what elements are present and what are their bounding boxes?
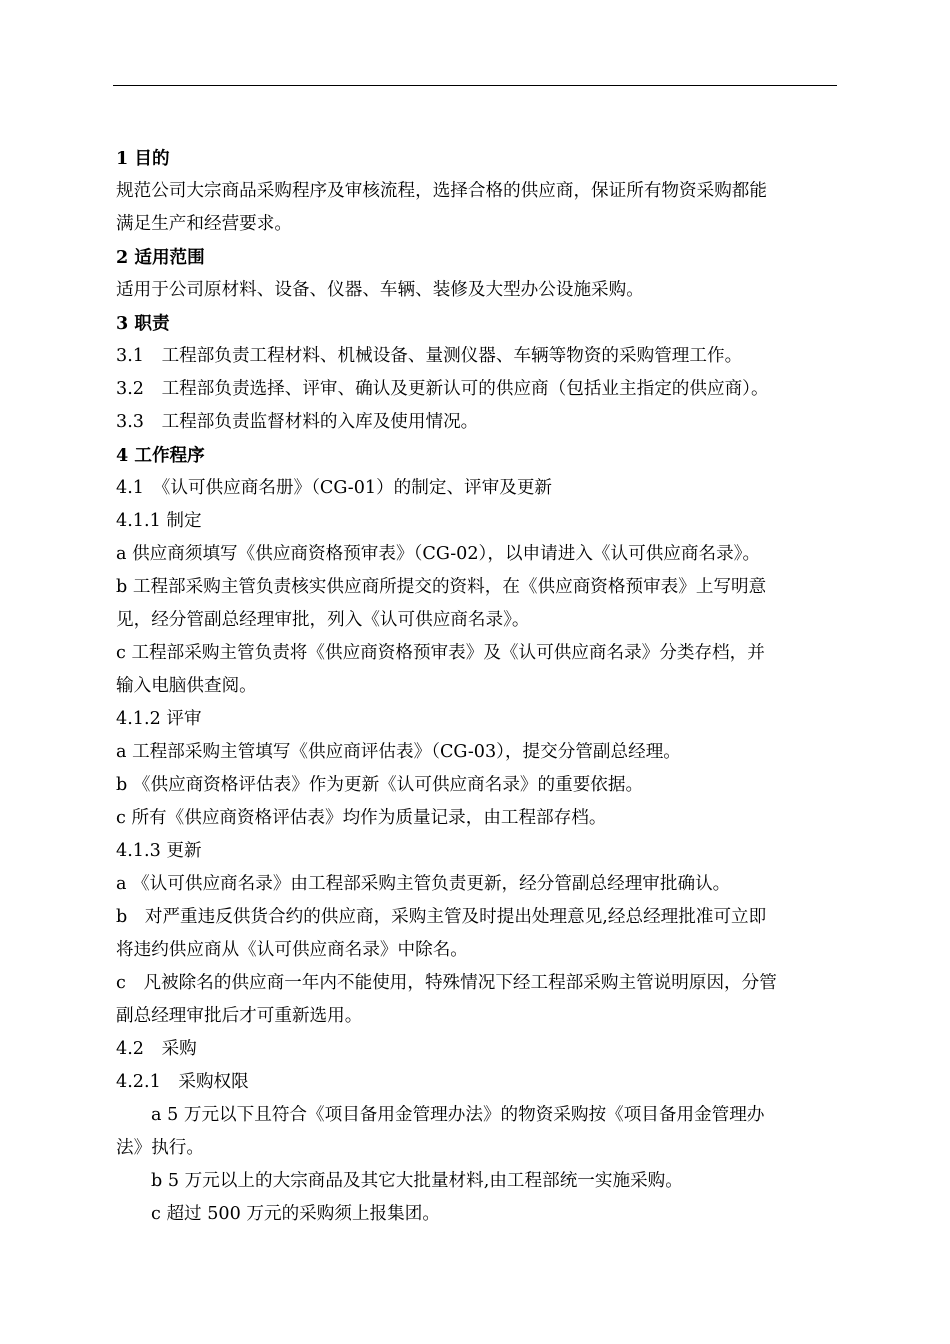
item-4-1-1-c: c 工程部采购主管负责将《供应商资格预审表》及《认可供应商名录》分类存档，并 输入电脑供查阅。 <box>116 643 765 696</box>
subsection-4-1-1-heading: 4.1.1 制定 <box>116 511 202 531</box>
item-4-1-2-c: c 所有《供应商资格评估表》均作为质量记录，由工程部存档。 <box>116 808 607 828</box>
section-3-item: 3.2 工程部负责选择、评审、确认及更新认可的供应商（包括业主指定的供应商）。 <box>116 379 769 399</box>
subsection-4-2-heading: 4.2 采购 <box>116 1039 197 1059</box>
item-4-1-3-a: a 《认可供应商名录》由工程部采购主管负责更新，经分管副总经理审批确认。 <box>116 874 731 894</box>
section-2-text: 适用于公司原材料、设备、仪器、车辆、装修及大型办公设施采购。 <box>116 280 644 300</box>
section-4-heading: 4 工作程序 <box>116 445 205 466</box>
item-4-2-1-c: c 超过 500 万元的采购须上报集团。 <box>151 1204 440 1224</box>
section-3-heading: 3 职责 <box>116 313 170 334</box>
subsection-4-1-2-heading: 4.1.2 评审 <box>116 709 202 729</box>
item-4-1-2-b: b 《供应商资格评估表》作为更新《认可供应商名录》的重要依据。 <box>116 775 644 795</box>
subsection-4-1-3-heading: 4.1.3 更新 <box>116 841 202 861</box>
item-4-1-1-a: a 供应商须填写《供应商资格预审表》（CG-02），以申请进入《认可供应商名录》。 <box>116 544 761 564</box>
item-4-2-1-b: b 5 万元以上的大宗商品及其它大批量材料,由工程部统一实施采购。 <box>151 1171 683 1191</box>
item-4-1-3-b: b 对严重违反供货合约的供应商，采购主管及时提出处理意见,经总经理批准可立即 将违约供应商从《认可供应商名录》中除名。 <box>116 907 767 960</box>
item-4-1-2-a: a 工程部采购主管填写《供应商评估表》（CG-03），提交分管副总经理。 <box>116 742 681 762</box>
section-1-text: 规范公司大宗商品采购程序及审核流程，选择合格的供应商，保证所有物资采购都能 满足生产和经营要求。 <box>116 181 767 234</box>
section-2-heading: 2 适用范围 <box>116 247 205 268</box>
section-1-heading: 1 目的 <box>116 148 170 169</box>
document-body <box>116 142 838 1231</box>
item-4-1-1-b: b 工程部采购主管负责核实供应商所提交的资料，在《供应商资格预审表》上写明意 见，经分管副总经理审批，列入《认可供应商名录》。 <box>116 577 767 630</box>
subsection-4-2-1-heading: 4.2.1 采购权限 <box>116 1072 249 1092</box>
subsection-4-1-heading: 4.1 《认可供应商名册》（CG-01）的制定、评审及更新 <box>116 478 553 498</box>
item-4-2-1-a: a 5 万元以下且符合《项目备用金管理办法》的物资采购按《项目备用金管理办 法》执行。 <box>116 1105 765 1158</box>
section-3-item: 3.1 工程部负责工程材料、机械设备、量测仪器、车辆等物资的采购管理工作。 <box>116 346 743 366</box>
header-rule <box>113 85 837 86</box>
section-3-item: 3.3 工程部负责监督材料的入库及使用情况。 <box>116 412 479 432</box>
item-4-1-3-c: c 凡被除名的供应商一年内不能使用，特殊情况下经工程部采购主管说明原因，分管 副总经理审批后才可重新选用。 <box>116 973 777 1026</box>
